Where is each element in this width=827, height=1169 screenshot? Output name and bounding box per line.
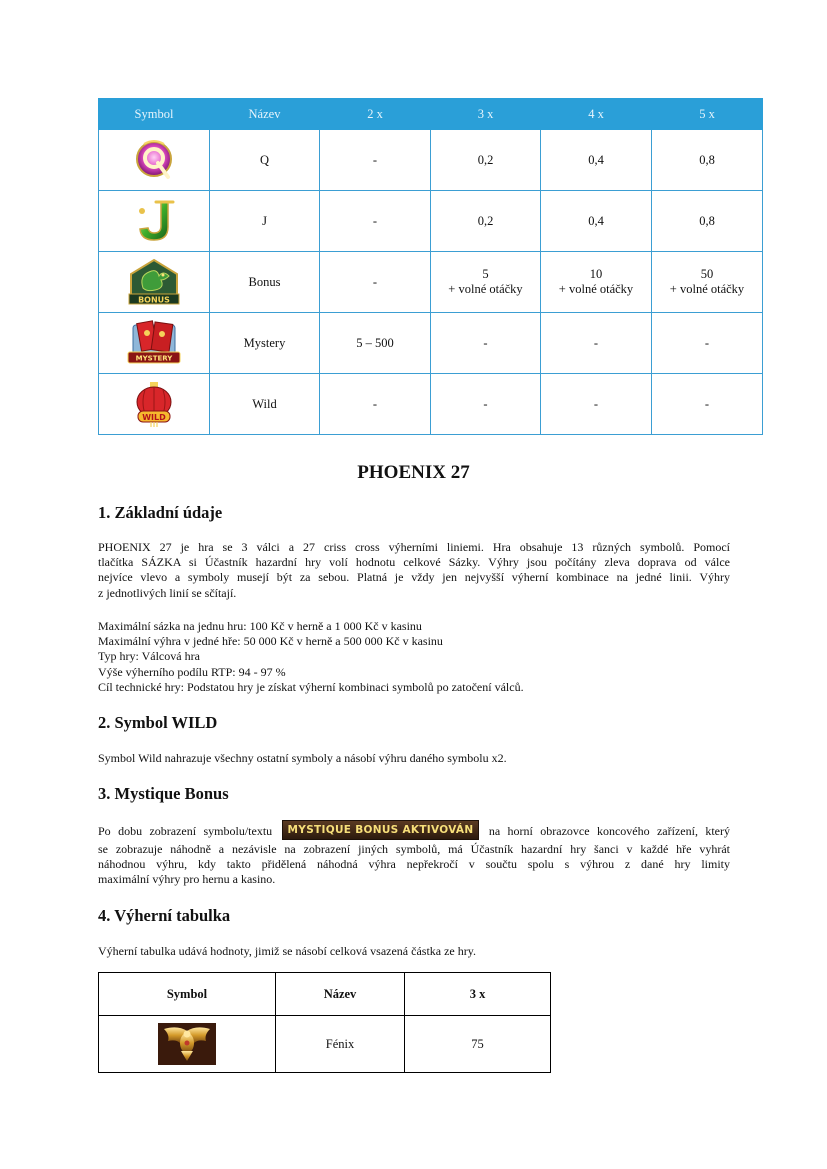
phoenix-emblem-icon: [158, 1023, 216, 1065]
info-game-goal: Cíl technické hry: Podstatou hry je získat výherní kombinaci symbolů po zatočení válců.: [98, 679, 524, 694]
section-info-list: [98, 619, 730, 695]
cell-name: Q: [210, 130, 320, 191]
section-heading-wild: 2. Symbol WILD: [98, 713, 218, 732]
table-row: [99, 191, 763, 252]
header-symbol: Symbol: [99, 973, 276, 1016]
table-row: [99, 1016, 551, 1073]
j-symbol-icon: [125, 197, 183, 245]
table-row: [99, 374, 763, 435]
cell-4x: 0,4: [541, 191, 652, 252]
cell-2x: -: [320, 130, 431, 191]
paragraph-line: PHOENIX 27 je hra se 3 válci a 27 criss cross výherními liniemi. Hra obsahuje 13 různých symbolů. Pomocí: [98, 540, 730, 554]
info-max-win: Maximální výhra v jedné hře: 50 000 Kč v herně a 500 000 Kč v kasinu: [98, 634, 443, 649]
header-name: Název: [276, 973, 405, 1016]
paragraph-line: z jednotlivých linií se sčítají.: [98, 585, 237, 600]
win-table-header-row: [99, 973, 551, 1016]
cell-value: 50: [700, 267, 714, 281]
paragraph-line: maximální výhry pro hernu a kasino.: [98, 872, 276, 887]
cell-note: + volné otáčky: [669, 282, 745, 296]
cell-4x: 0,4: [541, 130, 652, 191]
cell-2x: -: [320, 252, 431, 313]
section-heading-basic-info: 1. Základní údaje: [98, 503, 223, 522]
cell-3x: 0,2: [431, 130, 541, 191]
cell-3x: -: [431, 374, 541, 435]
cell-value: 10: [589, 267, 603, 281]
table-row: [99, 130, 763, 191]
cell-name: Bonus: [210, 252, 320, 313]
paragraph-line: tlačítka SÁZKA si Účastník hazardní hry volí hodnotu celkové Sázky. Výhry jsou počítány zleva doprava od válce: [98, 555, 730, 570]
paragraph-line: se zobrazuje náhodně a nezávisle na zobrazení jiných symbolů, má Účastník hazardní hry šanci v každé hře vyhrát: [98, 842, 730, 856]
header-3x: 3 x: [405, 973, 551, 1016]
header-symbol: Symbol: [99, 99, 210, 130]
cell-name: J: [210, 191, 320, 252]
mystique-bonus-banner: MYSTIQUE BONUS AKTIVOVÁN: [282, 820, 480, 840]
win-table: [98, 972, 551, 1073]
header-4x: 4 x: [541, 99, 652, 130]
paragraph-text: Po dobu zobrazení symbolu/textu: [98, 823, 273, 838]
info-max-bet: Maximální sázka na jednu hru: 100 Kč v herně a 1 000 Kč v kasinu: [98, 619, 422, 633]
cell-note: + volné otáčky: [448, 282, 523, 296]
svg-text:WILD: WILD: [142, 413, 166, 422]
svg-text:BONUS: BONUS: [138, 295, 170, 305]
cell-name: Wild: [210, 374, 320, 435]
section-paragraph-mystique-bonus: [98, 822, 730, 888]
header-3x: 3 x: [431, 99, 541, 130]
cell-value: 5: [482, 267, 489, 281]
cell-3x: 0,2: [431, 191, 541, 252]
table-row: [99, 252, 763, 313]
section-text-wild: Symbol Wild nahrazuje všechny ostatní symboly a násobí výhru daného symbolu x2.: [98, 751, 507, 765]
cell-2x: -: [320, 374, 431, 435]
table-row: [99, 313, 763, 374]
info-game-type: Typ hry: Válcová hra: [98, 649, 200, 664]
cell-name: Fénix: [276, 1016, 405, 1073]
mystery-envelope-icon: [125, 319, 183, 367]
header-5x: 5 x: [652, 99, 763, 130]
cell-4x: -: [541, 313, 652, 374]
header-name: Název: [210, 99, 320, 130]
cell-5x: 0,8: [652, 130, 763, 191]
cell-5x: [652, 252, 763, 313]
cell-3x: [431, 252, 541, 313]
cell-5x: -: [652, 313, 763, 374]
cell-3x: -: [431, 313, 541, 374]
paragraph-text: na horní obrazovce koncového zařízení, který: [488, 823, 730, 838]
paragraph-line: náhodnou výhru, kdy takto přidělená náhodná výhra nepřekročí v součtu spolu s výhrou z dané hry limity: [98, 857, 730, 872]
header-2x: 2 x: [320, 99, 431, 130]
cell-2x: 5 – 500: [320, 313, 431, 374]
section-heading-win-table: 4. Výherní tabulka: [98, 906, 231, 925]
paytable: [98, 98, 763, 435]
wild-lantern-icon: [125, 380, 183, 428]
section-text-win-table: Výherní tabulka udává hodnoty, jimiž se násobí celková vsazená částka ze hry.: [98, 944, 476, 958]
cell-5x: 0,8: [652, 191, 763, 252]
svg-text:MYSTERY: MYSTERY: [135, 354, 173, 363]
cell-2x: -: [320, 191, 431, 252]
q-symbol-icon: [125, 136, 183, 184]
bonus-dragon-icon: [125, 258, 183, 306]
cell-4x: -: [541, 374, 652, 435]
info-rtp: Výše výherního podílu RTP: 94 - 97 %: [98, 664, 286, 679]
section-paragraph-basic-info: [98, 540, 730, 601]
section-heading-mystique-bonus: 3. Mystique Bonus: [98, 784, 229, 803]
cell-3x: 75: [405, 1016, 551, 1073]
cell-4x: [541, 252, 652, 313]
paytable-header-row: [99, 99, 763, 130]
cell-note: + volné otáčky: [558, 282, 634, 296]
page-title: PHOENIX 27: [357, 462, 470, 483]
cell-5x: -: [652, 374, 763, 435]
paragraph-line: nejvíce vlevo a symboly musejí být za sebou. Platná je vždy jen nejvyšší výherní kombinace na jedné linii. Výhry: [98, 570, 730, 585]
cell-name: Mystery: [210, 313, 320, 374]
